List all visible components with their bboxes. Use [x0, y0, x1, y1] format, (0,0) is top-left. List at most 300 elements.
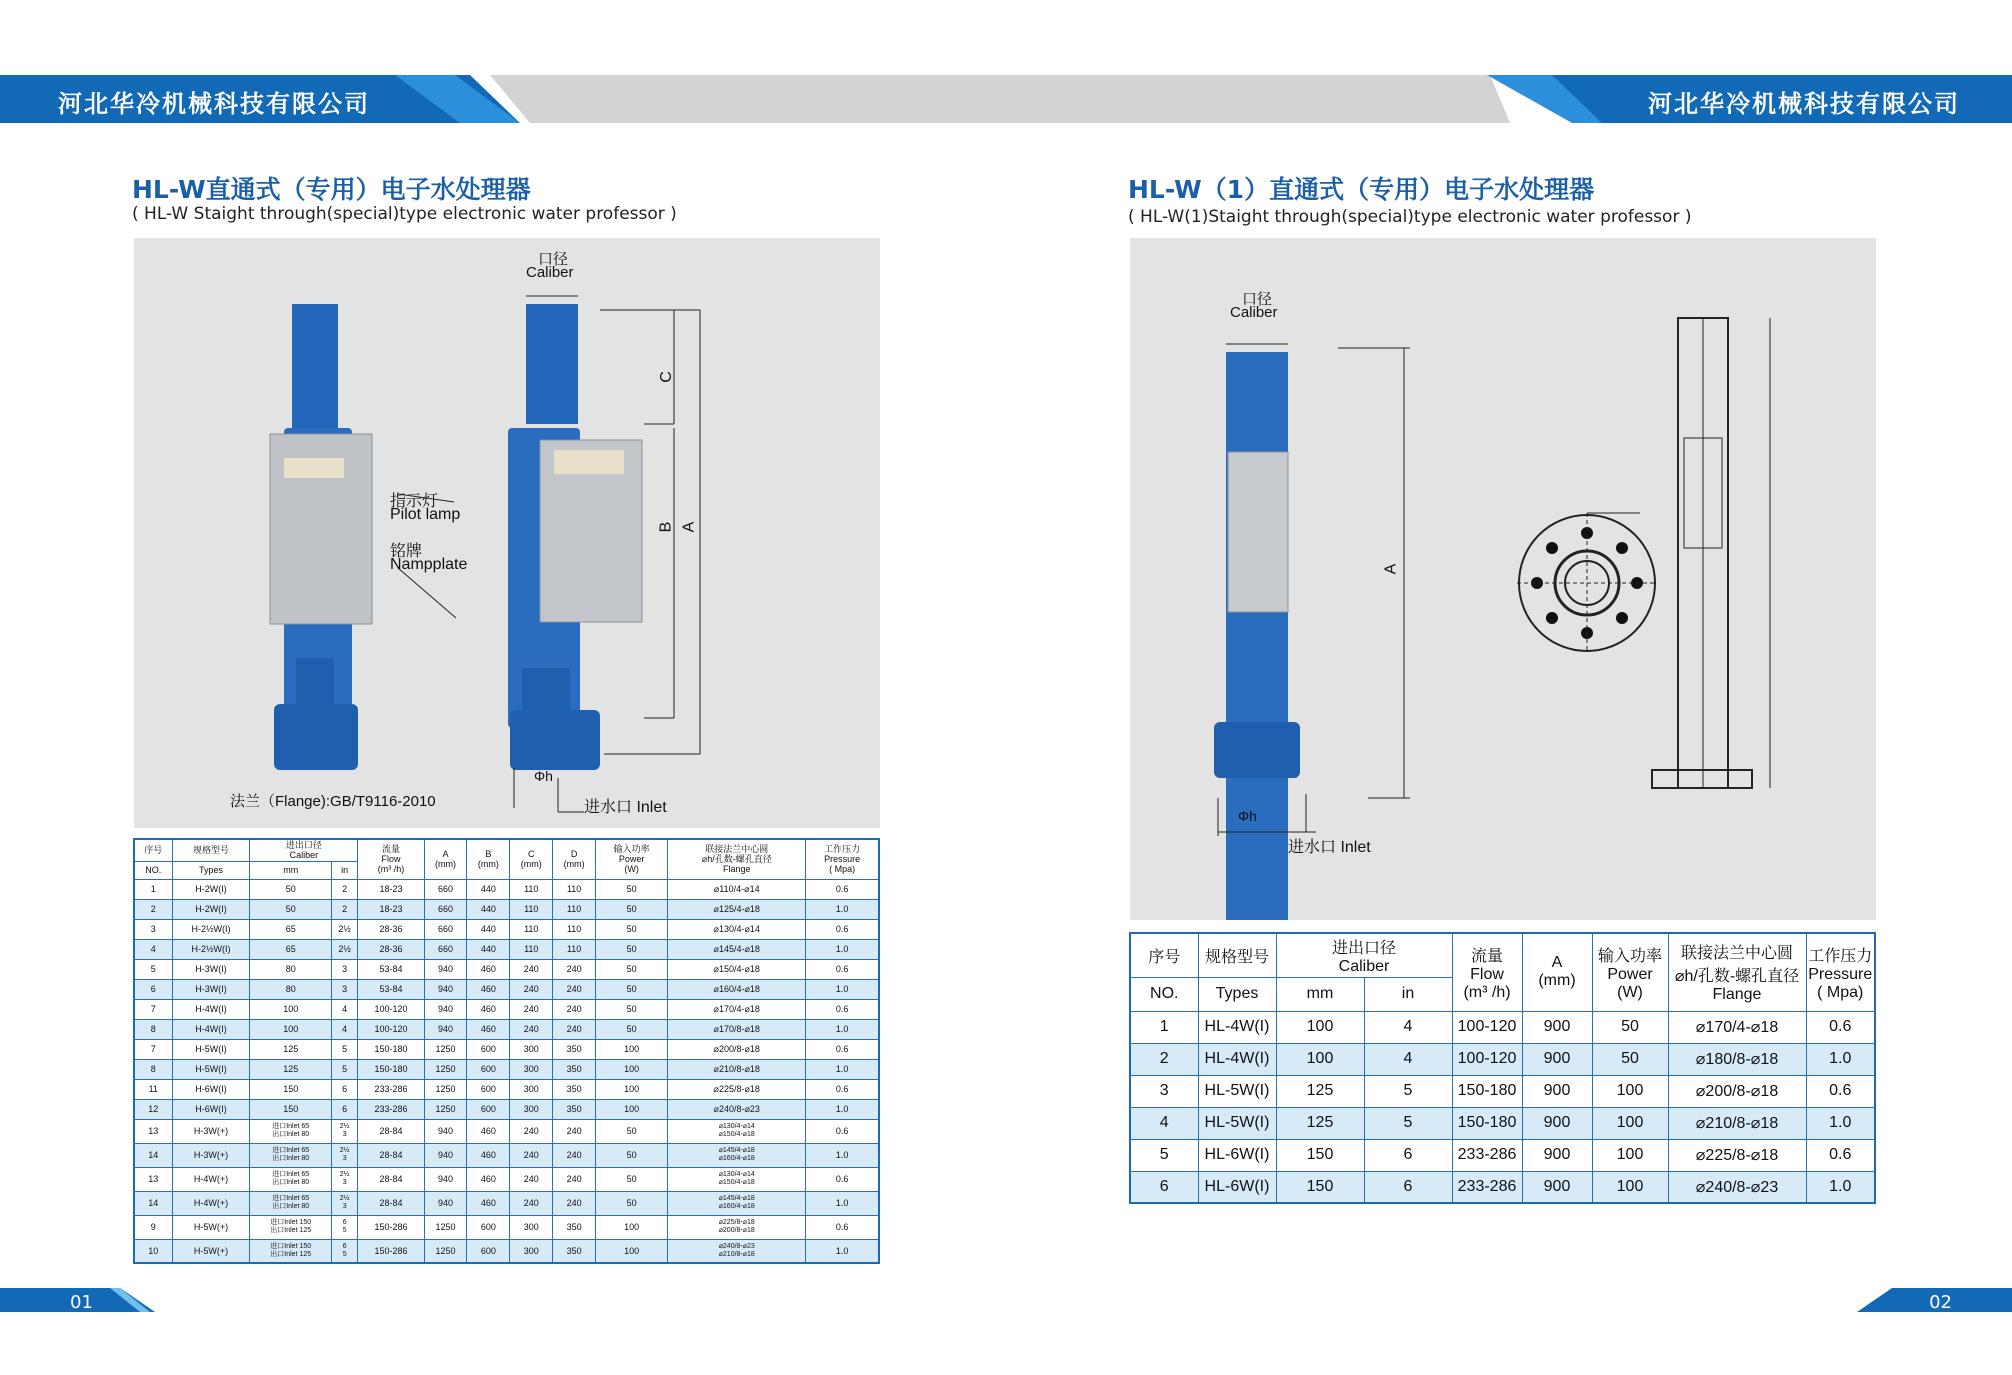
- table-row: [134, 1099, 879, 1119]
- pilot-lamp-cn-label: 指示灯: [390, 493, 439, 510]
- table-cell-line: ⌀145/4-⌀18: [718, 1195, 755, 1202]
- table-cell: 28-36: [358, 919, 424, 939]
- table-cell: 5: [1364, 1107, 1452, 1139]
- table-cell-line: 进口Inlet 65: [272, 1171, 310, 1178]
- table-cell: 900: [1522, 1107, 1592, 1139]
- table-cell: H-2W(I): [172, 899, 250, 919]
- table-cell: 5: [331, 1059, 357, 1079]
- table-cell: H-4W(I): [172, 999, 250, 1019]
- table-cell: 50: [250, 879, 332, 899]
- table-cell: H-4W(+): [172, 1191, 250, 1215]
- table-cell: 600: [467, 1059, 510, 1079]
- table-cell: 600: [467, 1079, 510, 1099]
- table-cell: HL-6W(I): [1198, 1171, 1276, 1203]
- table-cell-line: ⌀150/4-⌀18: [718, 1179, 755, 1186]
- table-cell: 110: [553, 919, 596, 939]
- table-cell: ⌀240/8-⌀23: [668, 1099, 806, 1119]
- table-cell: 1.0: [1806, 1043, 1875, 1075]
- table-cell: 100: [596, 1099, 668, 1119]
- table-cell: 28-84: [358, 1191, 424, 1215]
- table-cell: 4: [1364, 1043, 1452, 1075]
- table-cell: 18-23: [358, 879, 424, 899]
- nameplate-en-label: Nampplate: [390, 556, 468, 573]
- table-cell: 240: [510, 999, 553, 1019]
- th-type-en: Types: [172, 861, 250, 879]
- table-cell: 440: [467, 939, 510, 959]
- table-cell: 50: [1592, 1043, 1668, 1075]
- table-row: [134, 979, 879, 999]
- table-cell: 940: [424, 1167, 467, 1191]
- table-cell: 350: [553, 1059, 596, 1079]
- table-cell: 65: [250, 939, 332, 959]
- table-cell: 240: [553, 999, 596, 1019]
- table-cell: 50: [1592, 1011, 1668, 1043]
- table-cell: 600: [467, 1099, 510, 1119]
- table-cell: 2: [331, 899, 357, 919]
- table-cell-line: 进口Inlet 150: [270, 1219, 312, 1226]
- table-cell-line: 进口Inlet 65: [272, 1195, 310, 1202]
- table-cell: 1250: [424, 1099, 467, 1119]
- table-cell: [668, 1191, 806, 1215]
- table-cell: 940: [424, 1191, 467, 1215]
- table-cell: 1250: [424, 1059, 467, 1079]
- table-cell: 12: [134, 1099, 172, 1119]
- table-cell: 5: [134, 959, 172, 979]
- table-cell: 6: [1364, 1139, 1452, 1171]
- table-cell: 240: [510, 1191, 553, 1215]
- th2-pressure: 工作压力 Pressure ( Mpa): [1806, 933, 1875, 1011]
- table-cell: 6: [1130, 1171, 1198, 1203]
- table-cell: [331, 1119, 357, 1143]
- table-cell: [668, 1119, 806, 1143]
- table-cell: 14: [134, 1191, 172, 1215]
- table-cell-line: ⌀225/8-⌀18: [718, 1219, 755, 1226]
- table-cell: 110: [553, 899, 596, 919]
- table-cell: 300: [510, 1079, 553, 1099]
- table-row: [134, 1143, 879, 1167]
- table-cell: 80: [250, 979, 332, 999]
- table-cell: 900: [1522, 1011, 1592, 1043]
- table-cell: 150-180: [358, 1059, 424, 1079]
- table-cell-line: 3: [342, 1179, 347, 1186]
- table-cell: 300: [510, 1059, 553, 1079]
- table-cell: 1250: [424, 1215, 467, 1239]
- table-cell: 125: [250, 1059, 332, 1079]
- table-cell: H-4W(+): [172, 1167, 250, 1191]
- right-spec-table: [1129, 932, 1876, 1204]
- table-cell: 100: [250, 1019, 332, 1039]
- table-cell: 940: [424, 1119, 467, 1143]
- th-in: in: [331, 861, 357, 879]
- table-cell: 0.6: [806, 1167, 879, 1191]
- table-row: [1130, 1107, 1875, 1139]
- table-cell: H-3W(+): [172, 1143, 250, 1167]
- table-cell: 300: [510, 1099, 553, 1119]
- table-cell: 100: [596, 1059, 668, 1079]
- table-cell: 125: [250, 1039, 332, 1059]
- phi-h-label: Φh: [534, 768, 553, 784]
- table-cell: 14: [134, 1143, 172, 1167]
- table-cell-line: ⌀150/4-⌀18: [718, 1131, 755, 1138]
- table-cell: HL-4W(I): [1198, 1043, 1276, 1075]
- table-cell: 3: [1130, 1075, 1198, 1107]
- th-flow: 流量 Flow (m³ /h): [358, 839, 424, 879]
- table-cell: 50: [596, 999, 668, 1019]
- table-cell: [668, 1167, 806, 1191]
- left-product-illustration: [134, 238, 880, 828]
- th2-mm: mm: [1276, 977, 1364, 1011]
- table-cell: 50: [250, 899, 332, 919]
- table-cell: 100: [1592, 1171, 1668, 1203]
- table-cell: [668, 1215, 806, 1239]
- table-cell: H-3W(I): [172, 959, 250, 979]
- table-cell-line: 进口Inlet 150: [270, 1242, 312, 1250]
- table-cell: H-5W(+): [172, 1215, 250, 1239]
- table-cell-line: 出口Inlet 80: [272, 1203, 310, 1210]
- table-cell: 900: [1522, 1075, 1592, 1107]
- table-cell-line: 5: [342, 1227, 347, 1234]
- table-cell: ⌀225/8-⌀18: [1668, 1139, 1806, 1171]
- table-cell: 460: [467, 959, 510, 979]
- table-cell: 940: [424, 1143, 467, 1167]
- table-cell: 350: [553, 1039, 596, 1059]
- table-cell: 660: [424, 879, 467, 899]
- right-caliber-cn-label: 口径: [1242, 291, 1273, 308]
- table-cell: 50: [596, 939, 668, 959]
- th2-a: A (mm): [1522, 933, 1592, 1011]
- pilot-lamp-en-label: Pilot lamp: [390, 506, 461, 523]
- table-cell: 4: [331, 999, 357, 1019]
- table-cell: 350: [553, 1099, 596, 1119]
- table-cell: 0.6: [1806, 1075, 1875, 1107]
- table-cell: 110: [510, 879, 553, 899]
- table-row: [134, 879, 879, 899]
- table-cell: 0.6: [1806, 1139, 1875, 1171]
- inlet-label: 进水口 Inlet: [584, 799, 667, 816]
- table-cell: 0.6: [806, 1215, 879, 1239]
- table-cell: 240: [510, 1167, 553, 1191]
- table-cell-line: ⌀160/4-⌀18: [718, 1155, 755, 1162]
- table-cell: 1: [134, 879, 172, 899]
- table-cell-line: 出口Inlet 80: [272, 1179, 310, 1186]
- table-row: [134, 939, 879, 959]
- right-inlet-label: 进水口 Inlet: [1288, 839, 1371, 856]
- table-cell: HL-6W(I): [1198, 1139, 1276, 1171]
- header-band-gray: [490, 75, 1510, 123]
- table-cell: 5: [331, 1039, 357, 1059]
- table-row: [134, 1191, 879, 1215]
- table-cell: 50: [596, 1167, 668, 1191]
- table-cell: 0.6: [806, 959, 879, 979]
- table-cell: 440: [467, 879, 510, 899]
- table-cell: 5: [1130, 1139, 1198, 1171]
- th-b: B (mm): [467, 839, 510, 879]
- th-d: D (mm): [553, 839, 596, 879]
- table-row: [134, 1079, 879, 1099]
- table-cell-line: 6: [342, 1242, 347, 1250]
- table-cell: 150-180: [358, 1039, 424, 1059]
- caliber-en-label: Caliber: [526, 264, 574, 281]
- table-cell: HL-5W(I): [1198, 1107, 1276, 1139]
- table-cell: 150: [1276, 1139, 1364, 1171]
- table-cell: 233-286: [1452, 1171, 1522, 1203]
- table-row: [134, 1239, 879, 1263]
- table-cell: 100: [596, 1039, 668, 1059]
- table-cell: 240: [510, 1119, 553, 1143]
- table-cell: 50: [596, 899, 668, 919]
- table-cell: 1.0: [806, 1143, 879, 1167]
- table-cell: 240: [553, 1143, 596, 1167]
- page-number-left: 01: [70, 1292, 93, 1313]
- table-cell: [668, 1239, 806, 1263]
- table-cell: 50: [596, 959, 668, 979]
- flange-standard-label: 法兰（Flange):GB/T9116-2010: [230, 793, 436, 810]
- table-cell: ⌀240/8-⌀23: [1668, 1171, 1806, 1203]
- th2-power: 输入功率 Power (W): [1592, 933, 1668, 1011]
- right-product-figure: [1130, 238, 1876, 920]
- table-cell-line: 进口Inlet 65: [272, 1123, 310, 1130]
- table-cell-line: ⌀240/8-⌀23: [718, 1242, 755, 1250]
- table-cell: 460: [467, 1191, 510, 1215]
- dim-a-label: A: [680, 521, 698, 533]
- table-cell: 53-84: [358, 959, 424, 979]
- caliber-cn-label: 口径: [538, 251, 569, 268]
- table-cell: 0.6: [806, 879, 879, 899]
- table-cell: 900: [1522, 1139, 1592, 1171]
- table-cell-line: ⌀160/4-⌀18: [718, 1203, 755, 1210]
- table-cell-line: 2½: [339, 1171, 350, 1178]
- table-cell: 660: [424, 919, 467, 939]
- table-cell: 440: [467, 919, 510, 939]
- nameplate-cn-label: 铭牌: [390, 543, 423, 560]
- table-cell: 6: [331, 1079, 357, 1099]
- table-cell: ⌀200/8-⌀18: [668, 1039, 806, 1059]
- table-cell-line: 出口Inlet 80: [272, 1155, 310, 1162]
- left-spec-table: [133, 838, 880, 1264]
- table-cell: [250, 1191, 332, 1215]
- table-cell: 3: [331, 959, 357, 979]
- table-cell: 28-36: [358, 939, 424, 959]
- table-cell: 600: [467, 1239, 510, 1263]
- left-title: HL-W直通式（专用）电子水处理器: [132, 175, 531, 204]
- right-dim-a-label: A: [1382, 563, 1400, 575]
- table-cell: 50: [596, 979, 668, 999]
- table-cell: 440: [467, 899, 510, 919]
- table-cell: 660: [424, 939, 467, 959]
- table-cell: 240: [553, 959, 596, 979]
- company-name-left: 河北华冷机械科技有限公司: [58, 90, 370, 118]
- table-cell: H-6W(I): [172, 1079, 250, 1099]
- th-no-en: NO.: [134, 861, 172, 879]
- table-cell: 240: [510, 1019, 553, 1039]
- table-row: [134, 1119, 879, 1143]
- table-cell: 100: [1592, 1075, 1668, 1107]
- table-row: [1130, 1043, 1875, 1075]
- table-cell-line: 2½: [339, 1195, 350, 1202]
- table-cell: 350: [553, 1239, 596, 1263]
- table-cell: 8: [134, 1019, 172, 1039]
- table-row: [134, 1167, 879, 1191]
- table-cell: 150: [250, 1079, 332, 1099]
- table-cell: 18-23: [358, 899, 424, 919]
- table-cell: H-4W(I): [172, 1019, 250, 1039]
- table-row: [134, 899, 879, 919]
- table-cell: ⌀210/8-⌀18: [668, 1059, 806, 1079]
- th2-flange: 联接法兰中心圆 ⌀h/孔数-螺孔直径 Flange: [1668, 933, 1806, 1011]
- table-cell: 28-84: [358, 1167, 424, 1191]
- table-cell: 4: [331, 1019, 357, 1039]
- table-cell-line: 3: [342, 1155, 347, 1162]
- table-cell-line: 5: [342, 1250, 347, 1258]
- table-cell: 460: [467, 999, 510, 1019]
- table-cell: 110: [510, 939, 553, 959]
- table-cell: 300: [510, 1215, 553, 1239]
- table-cell: 65: [250, 919, 332, 939]
- table-cell: 1.0: [806, 939, 879, 959]
- table-cell: ⌀200/8-⌀18: [1668, 1075, 1806, 1107]
- table-cell: 100: [1592, 1107, 1668, 1139]
- right-caliber-en-label: Caliber: [1230, 304, 1278, 321]
- table-cell: 50: [596, 1119, 668, 1143]
- table-cell: ⌀160/4-⌀18: [668, 979, 806, 999]
- table-cell: 240: [553, 1191, 596, 1215]
- table-cell: 600: [467, 1039, 510, 1059]
- right-subtitle: ( HL-W(1)Staight through(special)type electronic water professor ): [1128, 207, 1692, 227]
- table-cell: 0.6: [1806, 1011, 1875, 1043]
- table-cell: 11: [134, 1079, 172, 1099]
- table-row: [134, 959, 879, 979]
- table-cell-line: 3: [342, 1131, 347, 1138]
- table-cell: 50: [596, 879, 668, 899]
- table-cell-line: ⌀130/4-⌀14: [718, 1123, 755, 1130]
- th2-caliber: 进出口径 Caliber: [1276, 933, 1452, 977]
- table-row: [1130, 1075, 1875, 1107]
- table-cell: 9: [134, 1215, 172, 1239]
- company-name-right: 河北华冷机械科技有限公司: [1648, 90, 1960, 118]
- table-cell: 460: [467, 1119, 510, 1143]
- table-cell: 100: [596, 1079, 668, 1099]
- table-cell-line: 2½: [339, 1147, 350, 1154]
- table-cell: 150: [250, 1099, 332, 1119]
- table-cell: 900: [1522, 1043, 1592, 1075]
- th-type: 规格型号: [172, 839, 250, 861]
- table-cell: [331, 1143, 357, 1167]
- table-cell: 3: [134, 919, 172, 939]
- table-cell: 2: [134, 899, 172, 919]
- table-cell: 0.6: [806, 1119, 879, 1143]
- th-a: A (mm): [424, 839, 467, 879]
- table-cell: 110: [553, 939, 596, 959]
- table-cell: 0.6: [806, 1039, 879, 1059]
- table-cell: 240: [553, 1167, 596, 1191]
- table-cell: [250, 1239, 332, 1263]
- table-cell: 0.6: [806, 919, 879, 939]
- table-cell: 150: [1276, 1171, 1364, 1203]
- th2-no: 序号: [1130, 933, 1198, 977]
- table-cell: 7: [134, 1039, 172, 1059]
- table-cell: 460: [467, 1019, 510, 1039]
- table-cell: ⌀170/8-⌀18: [668, 1019, 806, 1039]
- th2-in: in: [1364, 977, 1452, 1011]
- table-cell: 125: [1276, 1075, 1364, 1107]
- table-cell: ⌀170/4-⌀18: [668, 999, 806, 1019]
- table-row: [134, 919, 879, 939]
- table-cell: [668, 1143, 806, 1167]
- left-product-figure: [134, 238, 880, 828]
- table-row: [1130, 1139, 1875, 1171]
- table-cell: 80: [250, 959, 332, 979]
- table-cell: 100: [596, 1215, 668, 1239]
- table-cell: 50: [596, 919, 668, 939]
- th-mm: mm: [250, 861, 332, 879]
- table-cell: 460: [467, 1167, 510, 1191]
- table-cell: 4: [1130, 1107, 1198, 1139]
- table-cell: 1250: [424, 1079, 467, 1099]
- table-cell: H-3W(I): [172, 979, 250, 999]
- th-power: 输入功率 Power (W): [596, 839, 668, 879]
- table-row: [1130, 1171, 1875, 1203]
- table-cell: 233-286: [1452, 1139, 1522, 1171]
- table-cell: H-5W(I): [172, 1039, 250, 1059]
- table-cell: 0.6: [806, 999, 879, 1019]
- th-no: 序号: [134, 839, 172, 861]
- table-cell: 100-120: [358, 999, 424, 1019]
- table-cell: 2: [1130, 1043, 1198, 1075]
- th-caliber: 进出口径 Caliber: [250, 839, 358, 861]
- table-cell: 240: [553, 1119, 596, 1143]
- table-cell: 1.0: [806, 899, 879, 919]
- table-row: [134, 1019, 879, 1039]
- table-cell: 100: [596, 1239, 668, 1263]
- table-cell-line: 出口Inlet 80: [272, 1131, 310, 1138]
- table-row: [1130, 1011, 1875, 1043]
- table-cell: 1250: [424, 1239, 467, 1263]
- table-cell: H-5W(I): [172, 1059, 250, 1079]
- table-cell-line: ⌀210/8-⌀18: [718, 1250, 755, 1258]
- table-cell: 2: [331, 879, 357, 899]
- table-cell: H-6W(I): [172, 1099, 250, 1119]
- table-cell: 1.0: [806, 1019, 879, 1039]
- table-cell: 240: [553, 1019, 596, 1039]
- table-cell: 1: [1130, 1011, 1198, 1043]
- table-cell: 240: [510, 959, 553, 979]
- th2-type-en: Types: [1198, 977, 1276, 1011]
- table-cell: 110: [510, 919, 553, 939]
- table-cell: 53-84: [358, 979, 424, 999]
- table-cell: H-5W(+): [172, 1239, 250, 1263]
- table-cell: 0.6: [806, 1079, 879, 1099]
- table-cell: 50: [596, 1019, 668, 1039]
- table-cell: ⌀130/4-⌀14: [668, 919, 806, 939]
- table-cell-line: ⌀200/8-⌀18: [718, 1227, 755, 1234]
- table-cell-line: 出口Inlet 125: [270, 1227, 312, 1234]
- dim-c-label: C: [657, 371, 675, 383]
- table-cell-line: 6: [342, 1219, 347, 1226]
- table-cell: 7: [134, 999, 172, 1019]
- table-cell: 300: [510, 1239, 553, 1263]
- table-cell: 10: [134, 1239, 172, 1263]
- th2-type: 规格型号: [1198, 933, 1276, 977]
- table-cell: 150-180: [1452, 1075, 1522, 1107]
- table-cell: 110: [553, 879, 596, 899]
- table-cell-line: 进口Inlet 65: [272, 1147, 310, 1154]
- table-cell: 350: [553, 1215, 596, 1239]
- table-cell: [250, 1215, 332, 1239]
- table-cell: 13: [134, 1119, 172, 1143]
- right-title: HL-W（1）直通式（专用）电子水处理器: [1128, 175, 1595, 204]
- table-cell: 1.0: [806, 1099, 879, 1119]
- table-cell: 28-84: [358, 1119, 424, 1143]
